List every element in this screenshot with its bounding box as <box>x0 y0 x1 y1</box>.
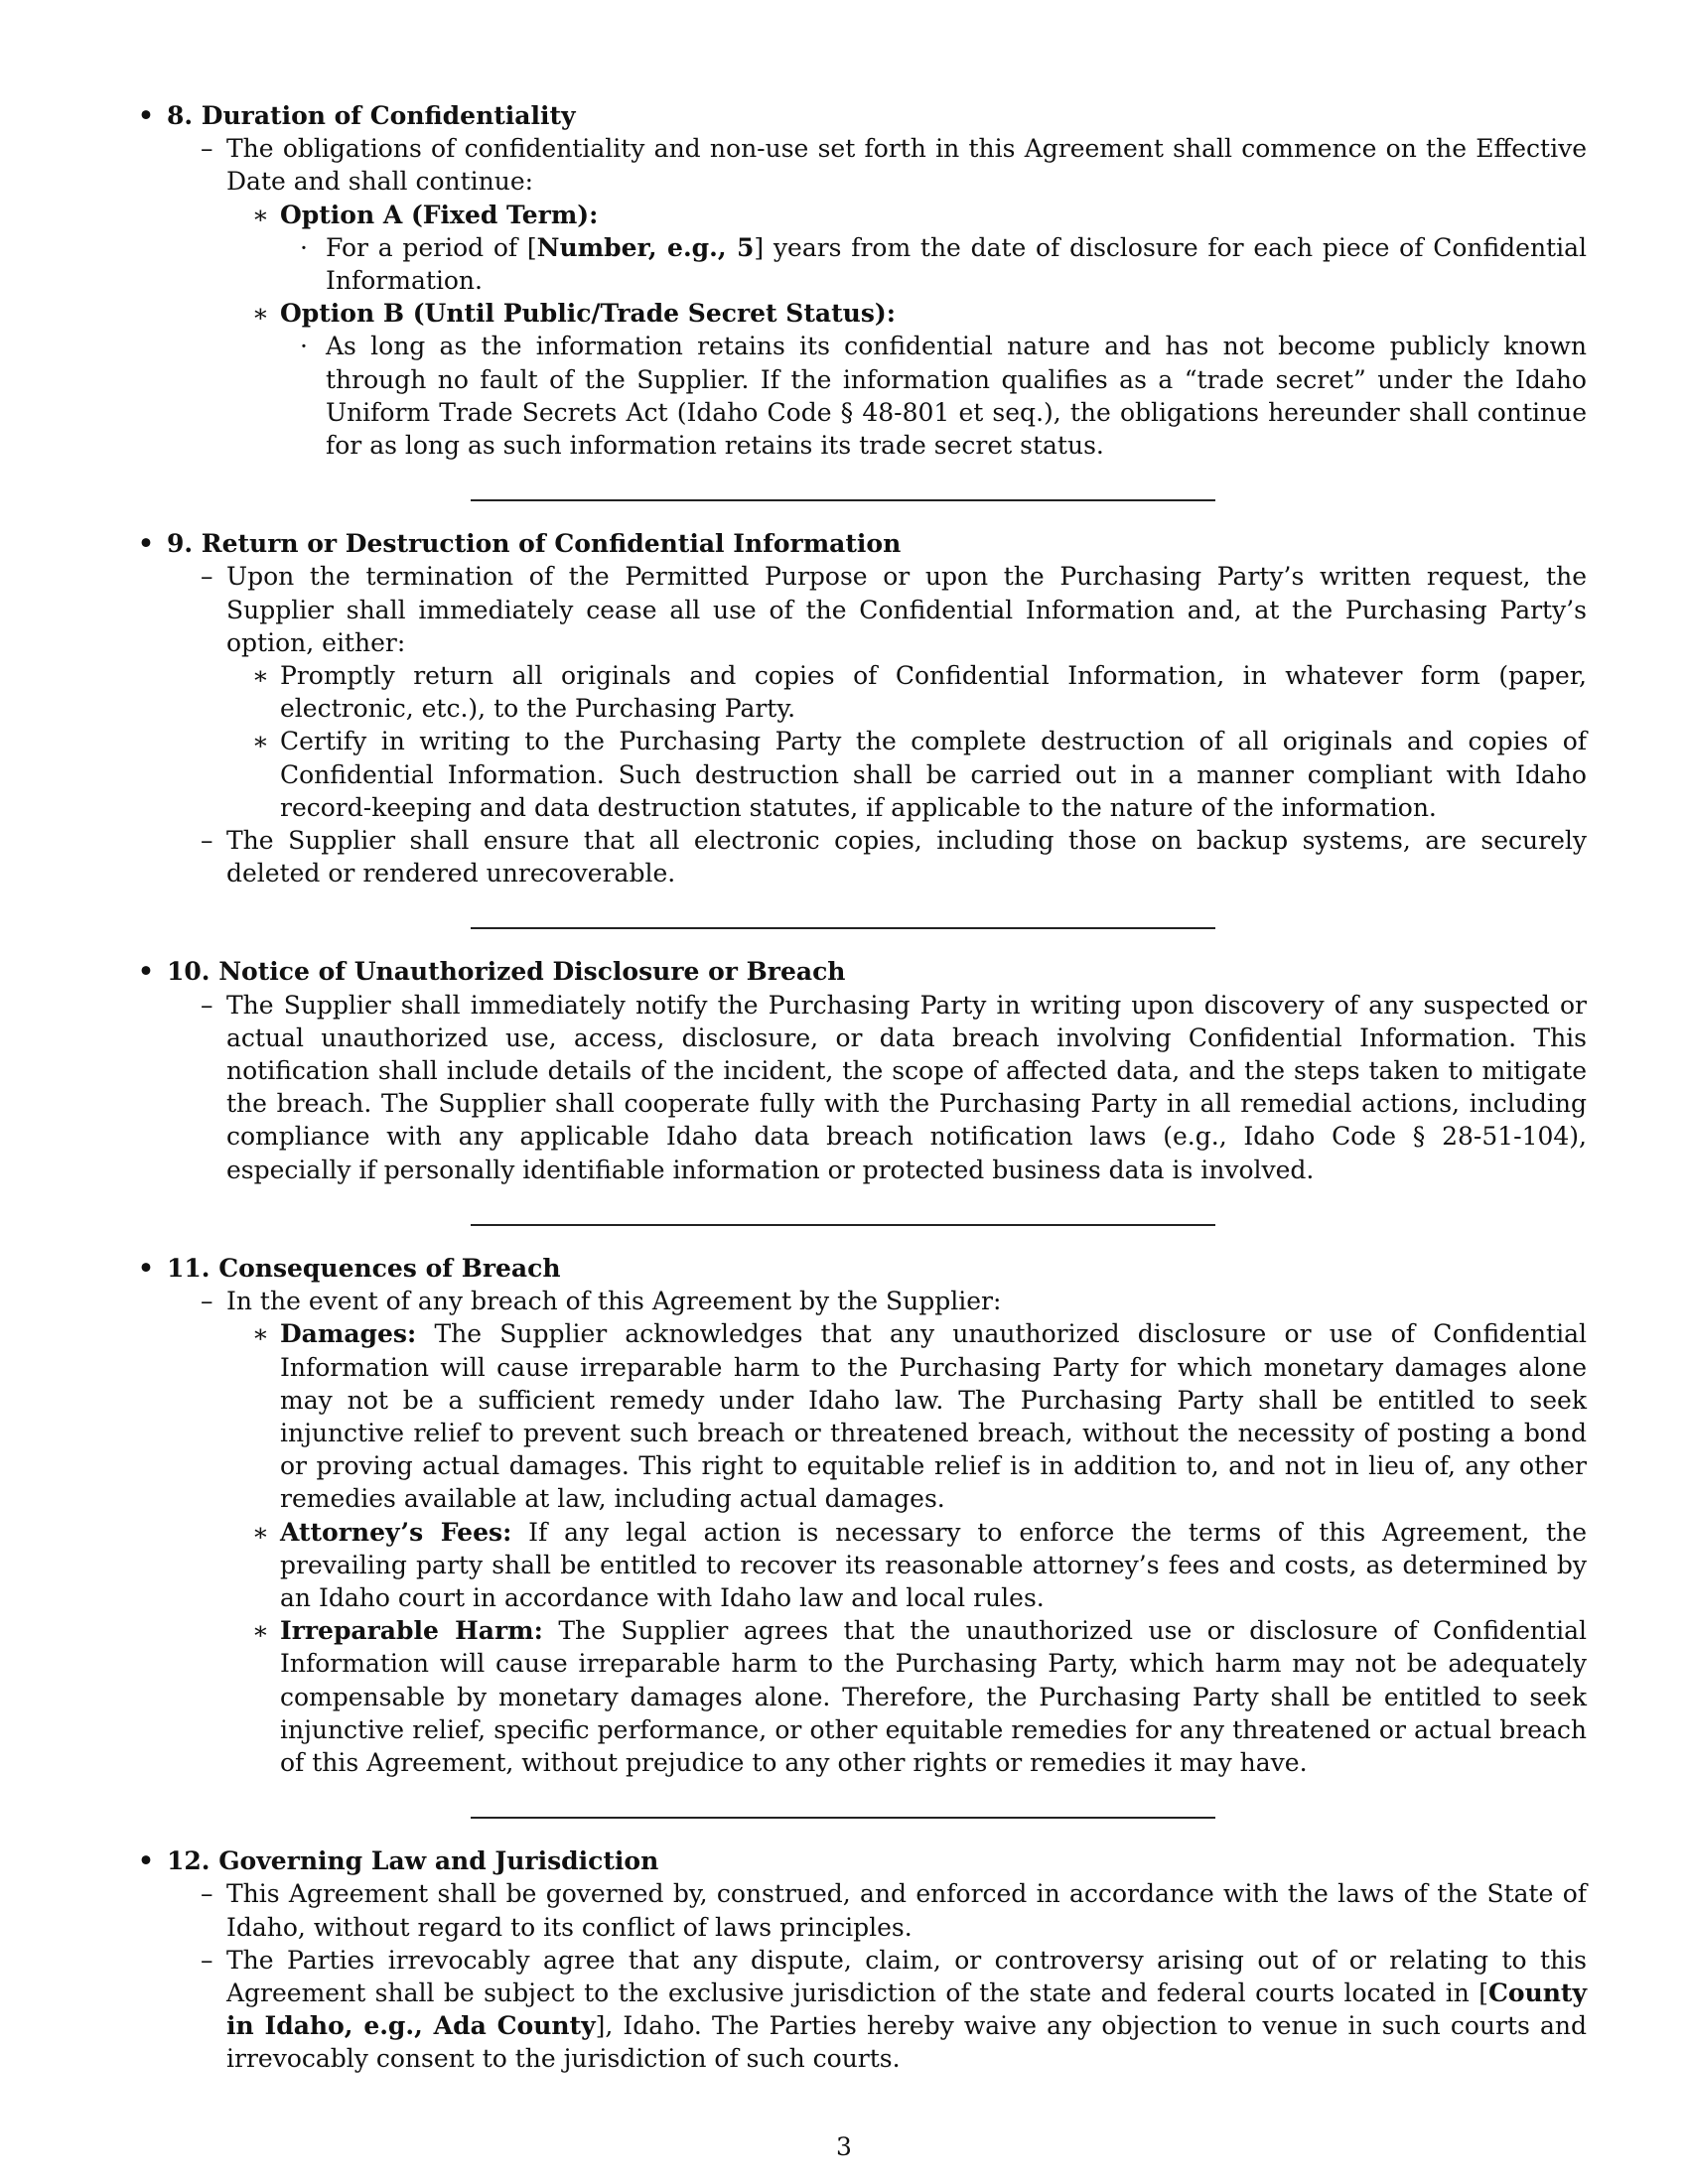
clause-text: The Supplier shall ensure that all electronic copies, including those on backup systems, are securely deleted or rendered unrecoverable. <box>226 826 1587 888</box>
option-detail <box>300 330 1587 462</box>
document-body <box>135 99 1587 2076</box>
option-detail <box>300 231 1587 297</box>
bullet-marker: • <box>138 1846 154 1876</box>
option-item <box>252 199 1587 231</box>
star-marker: ∗ <box>252 727 269 756</box>
sub-clause-item <box>252 659 1587 725</box>
clause-text: Upon the termination of the Permitted Purpose or upon the Purchasing Party’s written request, the Supplier shall immediately cease all use of the Confidential Information and, at the Purchasing Party’s option, either: <box>226 562 1587 657</box>
section-title: 10. Notice of Unauthorized Disclosure or Breach <box>167 957 846 987</box>
section-heading <box>135 99 1587 132</box>
dash-marker: – <box>201 1287 213 1316</box>
sub-clause-item <box>252 1317 1587 1515</box>
sub-clause-text: Certify in writing to the Purchasing Party the complete destruction of all originals and copies of Confidential Information. Such destruction shall be carried out in a manner compliant with Idaho record-keeping and data destruction statutes, if applicable to the nature of the information. <box>280 727 1587 822</box>
section-8 <box>135 99 1587 462</box>
star-marker: ∗ <box>252 661 269 691</box>
placeholder-field: Number, e.g., 5 <box>536 232 755 262</box>
dash-marker: – <box>201 1879 213 1909</box>
sub-clause-label: Irreparable Harm: <box>280 1616 543 1646</box>
dash-marker: – <box>201 134 213 164</box>
placeholder-field: County in Idaho, e.g., Ada County <box>226 1978 1587 2041</box>
clause-item <box>201 989 1587 1186</box>
star-marker: ∗ <box>252 1319 269 1349</box>
section-11 <box>135 1252 1587 1779</box>
section-heading <box>135 955 1587 988</box>
clause-item <box>201 560 1587 659</box>
detail-text: As long as the information retains its confidential nature and has not become publicly known through no fault of the Supplier. If the information qualifies as a “trade secret” under the Idaho Uniform Trade Secrets Act (Idaho Code § 48-801 et seq.), the obligations hereunder shall continue for as long as such information retains its trade secret status. <box>326 332 1587 461</box>
detail-text: For a period of [ <box>326 232 537 262</box>
clause-text: The Parties irrevocably agree that any dispute, claim, or controversy arising out of or relating to this Agreement shall be subject to the exclusive jurisdiction of the state and federal courts located in [ <box>226 1945 1587 2007</box>
detail-text: ] years from the date of disclosure for each piece of Confidential Information. <box>326 232 1587 296</box>
clause-text: This Agreement shall be governed by, construed, and enforced in accordance with the laws of the State of Idaho, without regard to its conflict of laws principles. <box>226 1879 1587 1942</box>
section-10 <box>135 955 1587 1185</box>
section-9 <box>135 527 1587 889</box>
sub-clause-text: Promptly return all originals and copies of Confidential Information, in whatever form (paper, electronic, etc.), to the Purchasing Party. <box>280 661 1587 724</box>
sub-clause-text: The Supplier acknowledges that any unauthorized disclosure or use of Confidential Information will cause irreparable harm to the Purchasing Party for which monetary damages alone may not be a sufficient remedy under Idaho law. The Purchasing Party shall be entitled to seek injunctive relief to prevent such breach or threatened breach, without the necessity of posting a bond or proving actual damages. This right to equitable relief is in addition to, and not in lieu of, any other remedies available at law, including actual damages. <box>280 1319 1587 1514</box>
section-heading <box>135 1844 1587 1877</box>
clause-item <box>201 1877 1587 1943</box>
dash-marker: – <box>201 826 213 856</box>
clause-text: In the event of any breach of this Agreement by the Supplier: <box>226 1287 1002 1316</box>
clause-item <box>201 1944 1587 2076</box>
clause-item <box>201 1285 1587 1317</box>
clause-text: The obligations of confidentiality and non-use set forth in this Agreement shall commence on the Effective Date and shall continue: <box>226 134 1587 197</box>
section-title: 8. Duration of Confidentiality <box>167 101 576 130</box>
clause-text: ], Idaho. The Parties hereby waive any objection to venue in such courts and irrevocably consent to the jurisdiction of such courts. <box>226 2011 1587 2074</box>
sub-clause-label: Damages: <box>280 1319 417 1349</box>
bullet-marker: • <box>138 1253 154 1283</box>
bullet-marker: • <box>138 101 154 130</box>
section-heading <box>135 1252 1587 1285</box>
section-heading <box>135 527 1587 560</box>
clause-text: The Supplier shall immediately notify the Purchasing Party in writing upon discovery of any suspected or actual unauthorized use, access, disclosure, or data breach involving Confidential Information. This notification shall include details of the incident, the scope of affected data, and the steps taken to mitigate the breach. The Supplier shall cooperate fully with the Purchasing Party in all remedial actions, including compliance with any applicable Idaho data breach notification laws (e.g., Idaho Code § 28-51-104), especially if personally identifiable information or protected business data is involved. <box>226 990 1587 1184</box>
sub-clause-label: Attorney’s Fees: <box>280 1517 512 1547</box>
page-number: 3 <box>836 2132 852 2161</box>
star-marker: ∗ <box>252 200 269 229</box>
section-title: 11. Consequences of Breach <box>167 1253 561 1283</box>
dash-marker: – <box>201 1945 213 1975</box>
section-12 <box>135 1844 1587 2075</box>
clause-item <box>201 824 1587 889</box>
option-label: Option A (Fixed Term): <box>280 200 599 229</box>
sub-clause-item <box>252 1614 1587 1779</box>
sub-clause-item <box>252 1516 1587 1615</box>
option-item <box>252 297 1587 330</box>
bullet-marker: • <box>138 957 154 987</box>
section-title: 9. Return or Destruction of Confidential Information <box>167 529 902 559</box>
star-marker: ∗ <box>252 299 269 329</box>
clause-item <box>201 132 1587 198</box>
dash-marker: – <box>201 990 213 1020</box>
star-marker: ∗ <box>252 1517 269 1547</box>
option-label: Option B (Until Public/Trade Secret Status): <box>280 299 896 329</box>
sub-clause-text: The Supplier agrees that the unauthorized use or disclosure of Confidential Information will cause irreparable harm to the Purchasing Party, which harm may not be adequately compensable by monetary damages alone. Therefore, the Purchasing Party shall be entitled to seek injunctive relief, specific performance, or other equitable remedies for any threatened or actual breach of this Agreement, without prejudice to any other rights or remedies it may have. <box>280 1616 1587 1777</box>
dot-marker: · <box>300 332 308 361</box>
section-title: 12. Governing Law and Jurisdiction <box>167 1846 659 1876</box>
dot-marker: · <box>300 232 308 262</box>
star-marker: ∗ <box>252 1616 269 1646</box>
bullet-marker: • <box>138 529 154 559</box>
sub-clause-item <box>252 725 1587 824</box>
sub-clause-text: If any legal action is necessary to enforce the terms of this Agreement, the prevailing party shall be entitled to recover its reasonable attorney’s fees and costs, as determined by an Idaho court in accordance with Idaho law and local rules. <box>280 1517 1587 1612</box>
dash-marker: – <box>201 562 213 592</box>
